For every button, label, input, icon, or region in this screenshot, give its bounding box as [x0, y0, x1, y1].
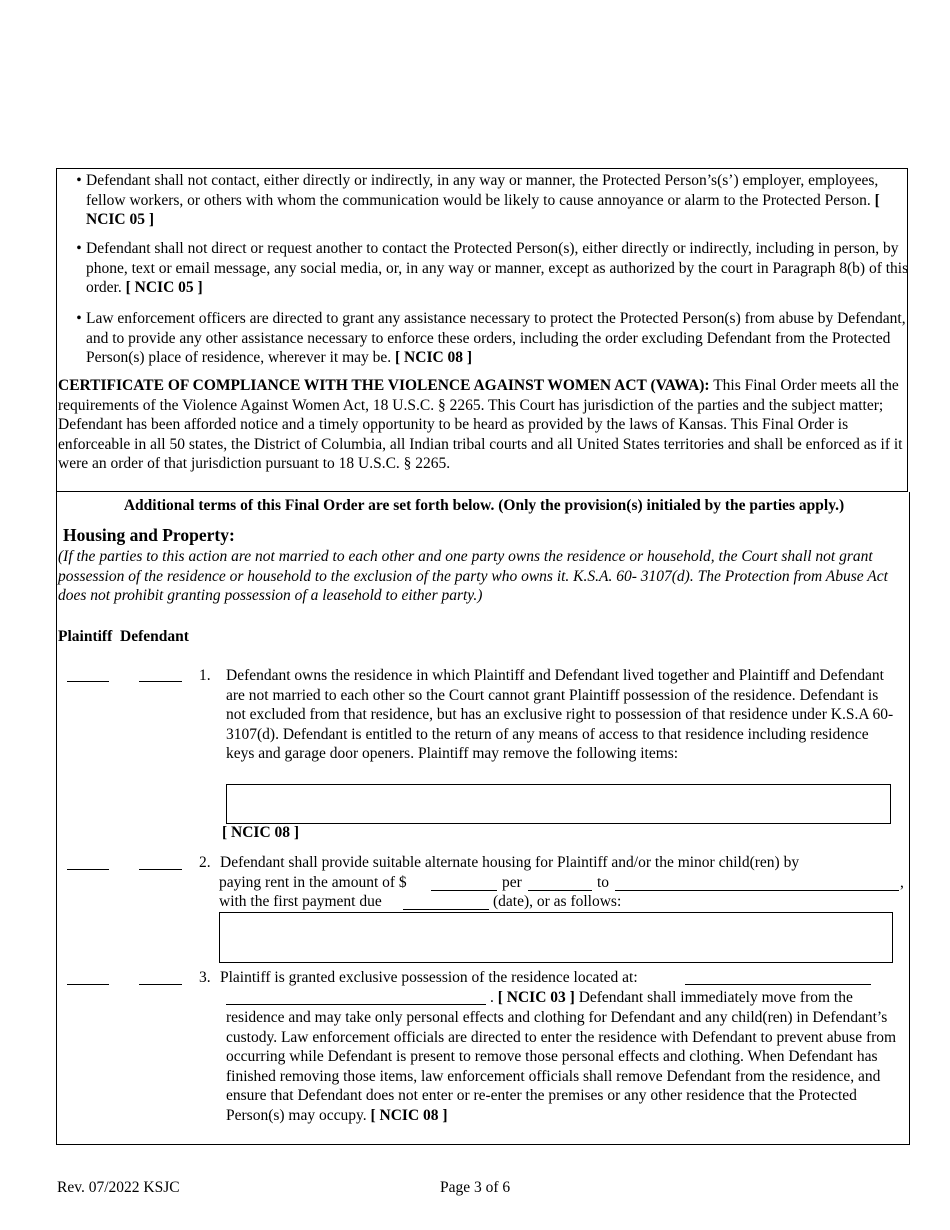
bullet-text: Defendant shall not contact, either directly or indirectly, in any way or manner, the Protected Person’s(s’) employer, employees, fellow workers, or others with whom the communication would be likely to cause annoyance or alarm to the Protected Person.: [86, 172, 879, 209]
item-number: 2.: [199, 854, 211, 871]
additional-terms-box: [56, 492, 910, 1145]
plaintiff-initial-line-1[interactable]: [67, 681, 109, 682]
comma: ,: [900, 874, 904, 891]
rent-amount-blank[interactable]: [431, 890, 497, 891]
bullet-icon: •: [76, 310, 82, 327]
defendant-initial-line-1[interactable]: [139, 681, 182, 682]
plaintiff-initial-line-3[interactable]: [67, 984, 109, 985]
defendant-initial-line-2[interactable]: [139, 869, 182, 870]
ncic-tag: [ NCIC 08 ]: [395, 349, 473, 367]
revision-label: Rev. 07/2022 KSJC: [57, 1179, 180, 1196]
item3-line1: Plaintiff is granted exclusive possession of the residence located at:: [220, 969, 638, 986]
ncic-tag: [ NCIC 05 ]: [125, 279, 203, 297]
item1-text: Defendant owns the residence in which Plaintiff and Defendant lived together and Plaintiff and Defendant are not married to each other so the Court cannot grant Plaintiff possession of the residence. Defendant is not excluded from that residence, but has an exclusive right to possession of that residence under K.S.A 60-3107(d). Defendant is entitled to the return of any means of access to that residence including residence keys and garage door openers. Plaintiff may remove the following items:: [226, 667, 894, 763]
bullet-icon: •: [76, 172, 82, 189]
order-provisions-box: [56, 168, 908, 492]
defendant-column-label: Defendant: [120, 628, 189, 645]
date-label: (date), or as follows:: [493, 893, 622, 910]
bullet-text: Defendant shall not direct or request another to contact the Protected Person(s), either directly or indirectly, including in person, by phone, text or email message, any social media, or, in any way or manner, except as authorized by the court in Paragraph 8(b) of this order.: [86, 240, 909, 297]
first-payment-date-blank[interactable]: [403, 909, 489, 910]
rent-amount-label: paying rent in the amount of $: [219, 874, 407, 891]
plaintiff-column-label: Plaintiff: [58, 628, 113, 645]
housing-terms-input-box[interactable]: [219, 912, 893, 963]
residence-address-blank[interactable]: [685, 984, 871, 985]
plaintiff-initial-line-2[interactable]: [67, 869, 109, 870]
bullet-text: Law enforcement officers are directed to grant any assistance necessary to protect the Protected Person(s) from abuse by Defendant, and to provide any other assistance necessary to enforce these orders, including the order excluding Defendant from the Protected Person(s) place of residence, wherever it may be.: [86, 310, 906, 367]
item3-line2: . [ NCIC 03 ] Defendant shall immediately move from the: [490, 989, 853, 1006]
residence-address-blank-2[interactable]: [226, 1004, 486, 1005]
item2-line1: Defendant shall provide suitable alternate housing for Plaintiff and/or the minor child(ren) by: [220, 854, 800, 871]
per-label: per: [502, 874, 522, 891]
rent-period-blank[interactable]: [528, 890, 592, 891]
defendant-initial-line-3[interactable]: [139, 984, 182, 985]
first-payment-label: with the first payment due: [219, 893, 382, 910]
ncic-tag: [ NCIC 03 ]: [497, 989, 575, 1006]
ncic-tag: [ NCIC 05 ]: [86, 191, 880, 229]
payee-blank[interactable]: [615, 890, 899, 891]
page-number: Page 3 of 6: [440, 1179, 511, 1196]
housing-heading: Housing and Property:: [63, 525, 235, 545]
bullet-icon: •: [76, 240, 82, 257]
additional-terms-heading: Additional terms of this Final Order are set forth below. (Only the provision(s) initialed by the parties apply.): [123, 497, 845, 514]
item2-rent-line: [219, 873, 903, 893]
housing-note: (If the parties to this action are not married to each other and one party owns the residence or household, the Court shall not grant possession of the residence or household to the exclusion of the party who owns it. K.S.A. 60- 3107(d). The Protection from Abuse Act does not prohibit granting possession of a leasehold to either party.): [58, 548, 888, 605]
item2-due-line: [219, 892, 679, 912]
removable-items-input-box[interactable]: [226, 784, 891, 824]
vawa-text: This Final Order meets all the requirements of the Violence Against Women Act, 18 U.S.C. § 2265. This Court has jurisdiction of the parties and the subject matter; Defendant has been afforded notice and a timely opportunity to be heard as provided by the laws of Kansas. This Final Order is enforceable in all 50 states, the District of Columbia, all Indian tribal courts and all United States territories and shall be enforced as if it were an order of that jurisdiction pursuant to 18 U.S.C. § 2265.: [58, 377, 903, 473]
item-number: 1.: [199, 667, 211, 684]
vawa-heading: CERTIFICATE OF COMPLIANCE WITH THE VIOLENCE AGAINST WOMEN ACT (VAWA):: [58, 377, 710, 394]
item3-text: residence and may take only personal effects and clothing for Defendant and any child(ren) in Defendant’s custody. Law enforcement officials are directed to enter the residence with Defendant to prevent abuse from occurring while Defendant is present to remove those personal effects and clothing. When Defendant has finished removing those items, law enforcement officials shall remove Defendant from the residence, and ensure that Defendant does not enter or re-enter the premises or any other residence that the Protected Person(s) may occupy. [ NCIC 08 ]: [226, 1009, 897, 1124]
vawa-certificate: [58, 376, 910, 474]
ncic-tag: [ NCIC 08 ]: [222, 824, 300, 841]
ncic-tag: [ NCIC 08 ]: [370, 1106, 448, 1124]
item-number: 3.: [199, 969, 211, 986]
initial-column-headers: [58, 627, 189, 647]
to-label: to: [597, 874, 610, 891]
